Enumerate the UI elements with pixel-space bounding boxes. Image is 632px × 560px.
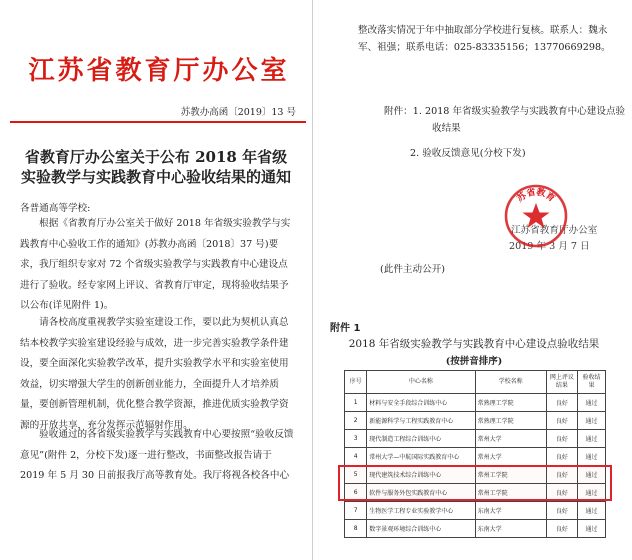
cell-result: 通过 (578, 466, 606, 484)
cell-review: 良好 (546, 466, 578, 484)
cell-review: 良好 (546, 448, 578, 466)
table-row (345, 520, 606, 538)
contact-paragraph: 整改落实情况于年中抽取部分学校进行复核。联系人：魏永军、祖强；联系电话：025-83335156；13770669298。 (358, 25, 611, 53)
cell-result: 通过 (578, 502, 606, 520)
table-row (345, 430, 606, 448)
attachment-1: 2018 年省级实验教学与实践教育中心建设点验 (425, 106, 626, 117)
cell-no: 4 (345, 448, 367, 466)
cell-review: 良好 (546, 394, 578, 412)
cell-review: 良好 (546, 484, 578, 502)
annex-subtitle: (按拼音排序) (445, 356, 503, 367)
cell-result: 通过 (578, 394, 606, 412)
annex-title: 2018 年省级实验教学与实践教育中心建设点验收结果 (348, 338, 600, 350)
public-note: (此件主动公开) (380, 264, 446, 275)
cell-no: 2 (345, 412, 367, 430)
red-divider (10, 121, 306, 123)
cell-school: 常熟理工学院 (475, 394, 546, 412)
col-header-school: 学校名称 (475, 371, 546, 394)
col-header-review: 网上评议结果 (546, 371, 578, 394)
highlight-box (338, 465, 612, 501)
table-row (345, 394, 606, 412)
results-table (344, 370, 606, 538)
cell-result: 通过 (578, 484, 606, 502)
cell-center: 材料与安全手段综合训练中心 (367, 394, 475, 412)
title-line-2: 实验教学与实践教育中心验收结果的通知 (20, 168, 291, 186)
table-row (345, 448, 606, 466)
cell-result: 通过 (578, 412, 606, 430)
col-header-result: 验收结果 (578, 371, 606, 394)
cell-no: 1 (345, 394, 367, 412)
left-page (0, 0, 313, 560)
cell-center: 数字景观环境综合训练中心 (367, 520, 475, 538)
cell-review: 良好 (546, 412, 578, 430)
cell-center: 软件与服务外包实践教育中心 (367, 484, 475, 502)
cell-review: 良好 (546, 430, 578, 448)
cell-no: 8 (345, 520, 367, 538)
svg-text:苏省教育: 苏省教育 (515, 187, 557, 205)
title-line-1: 省教育厅办公室关于公布 2018 年省级 (24, 148, 288, 166)
table-row (345, 502, 606, 520)
table-row (345, 412, 606, 430)
cell-review: 良好 (546, 520, 578, 538)
cell-school: 东南大学 (475, 502, 546, 520)
cell-center: 常州大学—中航国际实践教育中心 (367, 448, 475, 466)
cell-center: 新能源科学与工程实践教育中心 (367, 412, 475, 430)
cell-school: 常州工学院 (475, 466, 546, 484)
cell-school: 常州工学院 (475, 484, 546, 502)
annex-label: 附件 1 (330, 323, 361, 334)
cell-school: 常熟理工学院 (475, 412, 546, 430)
attachment-1-cont: 收结果 (432, 123, 461, 134)
official-seal (503, 183, 569, 249)
cell-center: 生物医学工程专业实验教学中心 (367, 502, 475, 520)
cell-result: 通过 (578, 430, 606, 448)
document-number: 苏教办高函〔2019〕13 号 (180, 107, 296, 118)
attachment-2: 2. 验收反馈意见(分校下发) (410, 148, 526, 159)
col-header-no: 序号 (345, 371, 367, 394)
attachments-prefix: 附件：1. (384, 106, 422, 117)
cell-center: 现代制造工程综合训练中心 (367, 430, 475, 448)
col-header-center: 中心名称 (367, 371, 475, 394)
greeting: 各普通高等学校: (20, 203, 91, 214)
cell-result: 通过 (578, 520, 606, 538)
attachments-line-1 (384, 103, 625, 120)
right-page (316, 0, 632, 560)
cell-no: 7 (345, 502, 367, 520)
cell-review: 良好 (546, 502, 578, 520)
cell-no: 3 (345, 430, 367, 448)
cell-center: 现代建筑技术综合训练中心 (367, 466, 475, 484)
cell-school: 常州大学 (475, 430, 546, 448)
paragraph-2: 请各校高度重视教学实验室建设工作，要以此为契机认真总结本校教学实验室建设经验与成效，进一步完善实验教学条件建设，要全面深化实验教学改革，提升实验教学水平和实验室使用效益，切实增强大学生的创新创业能力，全面提升人才培养质量，要创新管理机制，优化整合教学资源，推进优质实验教学资源的开放共享，充分发挥示范辐射作用。 (20, 317, 289, 431)
signature: 江苏省教育厅办公室 (511, 225, 598, 236)
table-header-row (345, 371, 606, 394)
cell-school: 东南大学 (475, 520, 546, 538)
cell-no: 6 (345, 484, 367, 502)
paragraph-3: 验收通过的各省级实验教学与实践教育中心要按照“验收反馈意见”(附件 2，分校下发)逐一进行整改，书面整改报告请于 2019 年 5 月 30 日前报我厅高等教育处。我厅将视各校各中心 (20, 429, 294, 481)
cell-school: 常州大学 (475, 448, 546, 466)
cell-no: 5 (345, 466, 367, 484)
signature-date: 2019 年 3 月 7 日 (509, 241, 590, 252)
document-header: 江苏省教育厅办公室 (28, 56, 290, 86)
paragraph-1: 根据《省教育厅办公室关于做好 2018 年省级实验教学与实践教育中心验收工作的通知》(苏教办高函〔2018〕37 号)要求，我厅组织专家对 72 个省级实验教学与实践教育中心建设点进行了验收。经专家网上评议、省教育厅审定，现将验收结果予以公布(详见附件 1)。 (20, 218, 291, 311)
cell-result: 通过 (578, 448, 606, 466)
